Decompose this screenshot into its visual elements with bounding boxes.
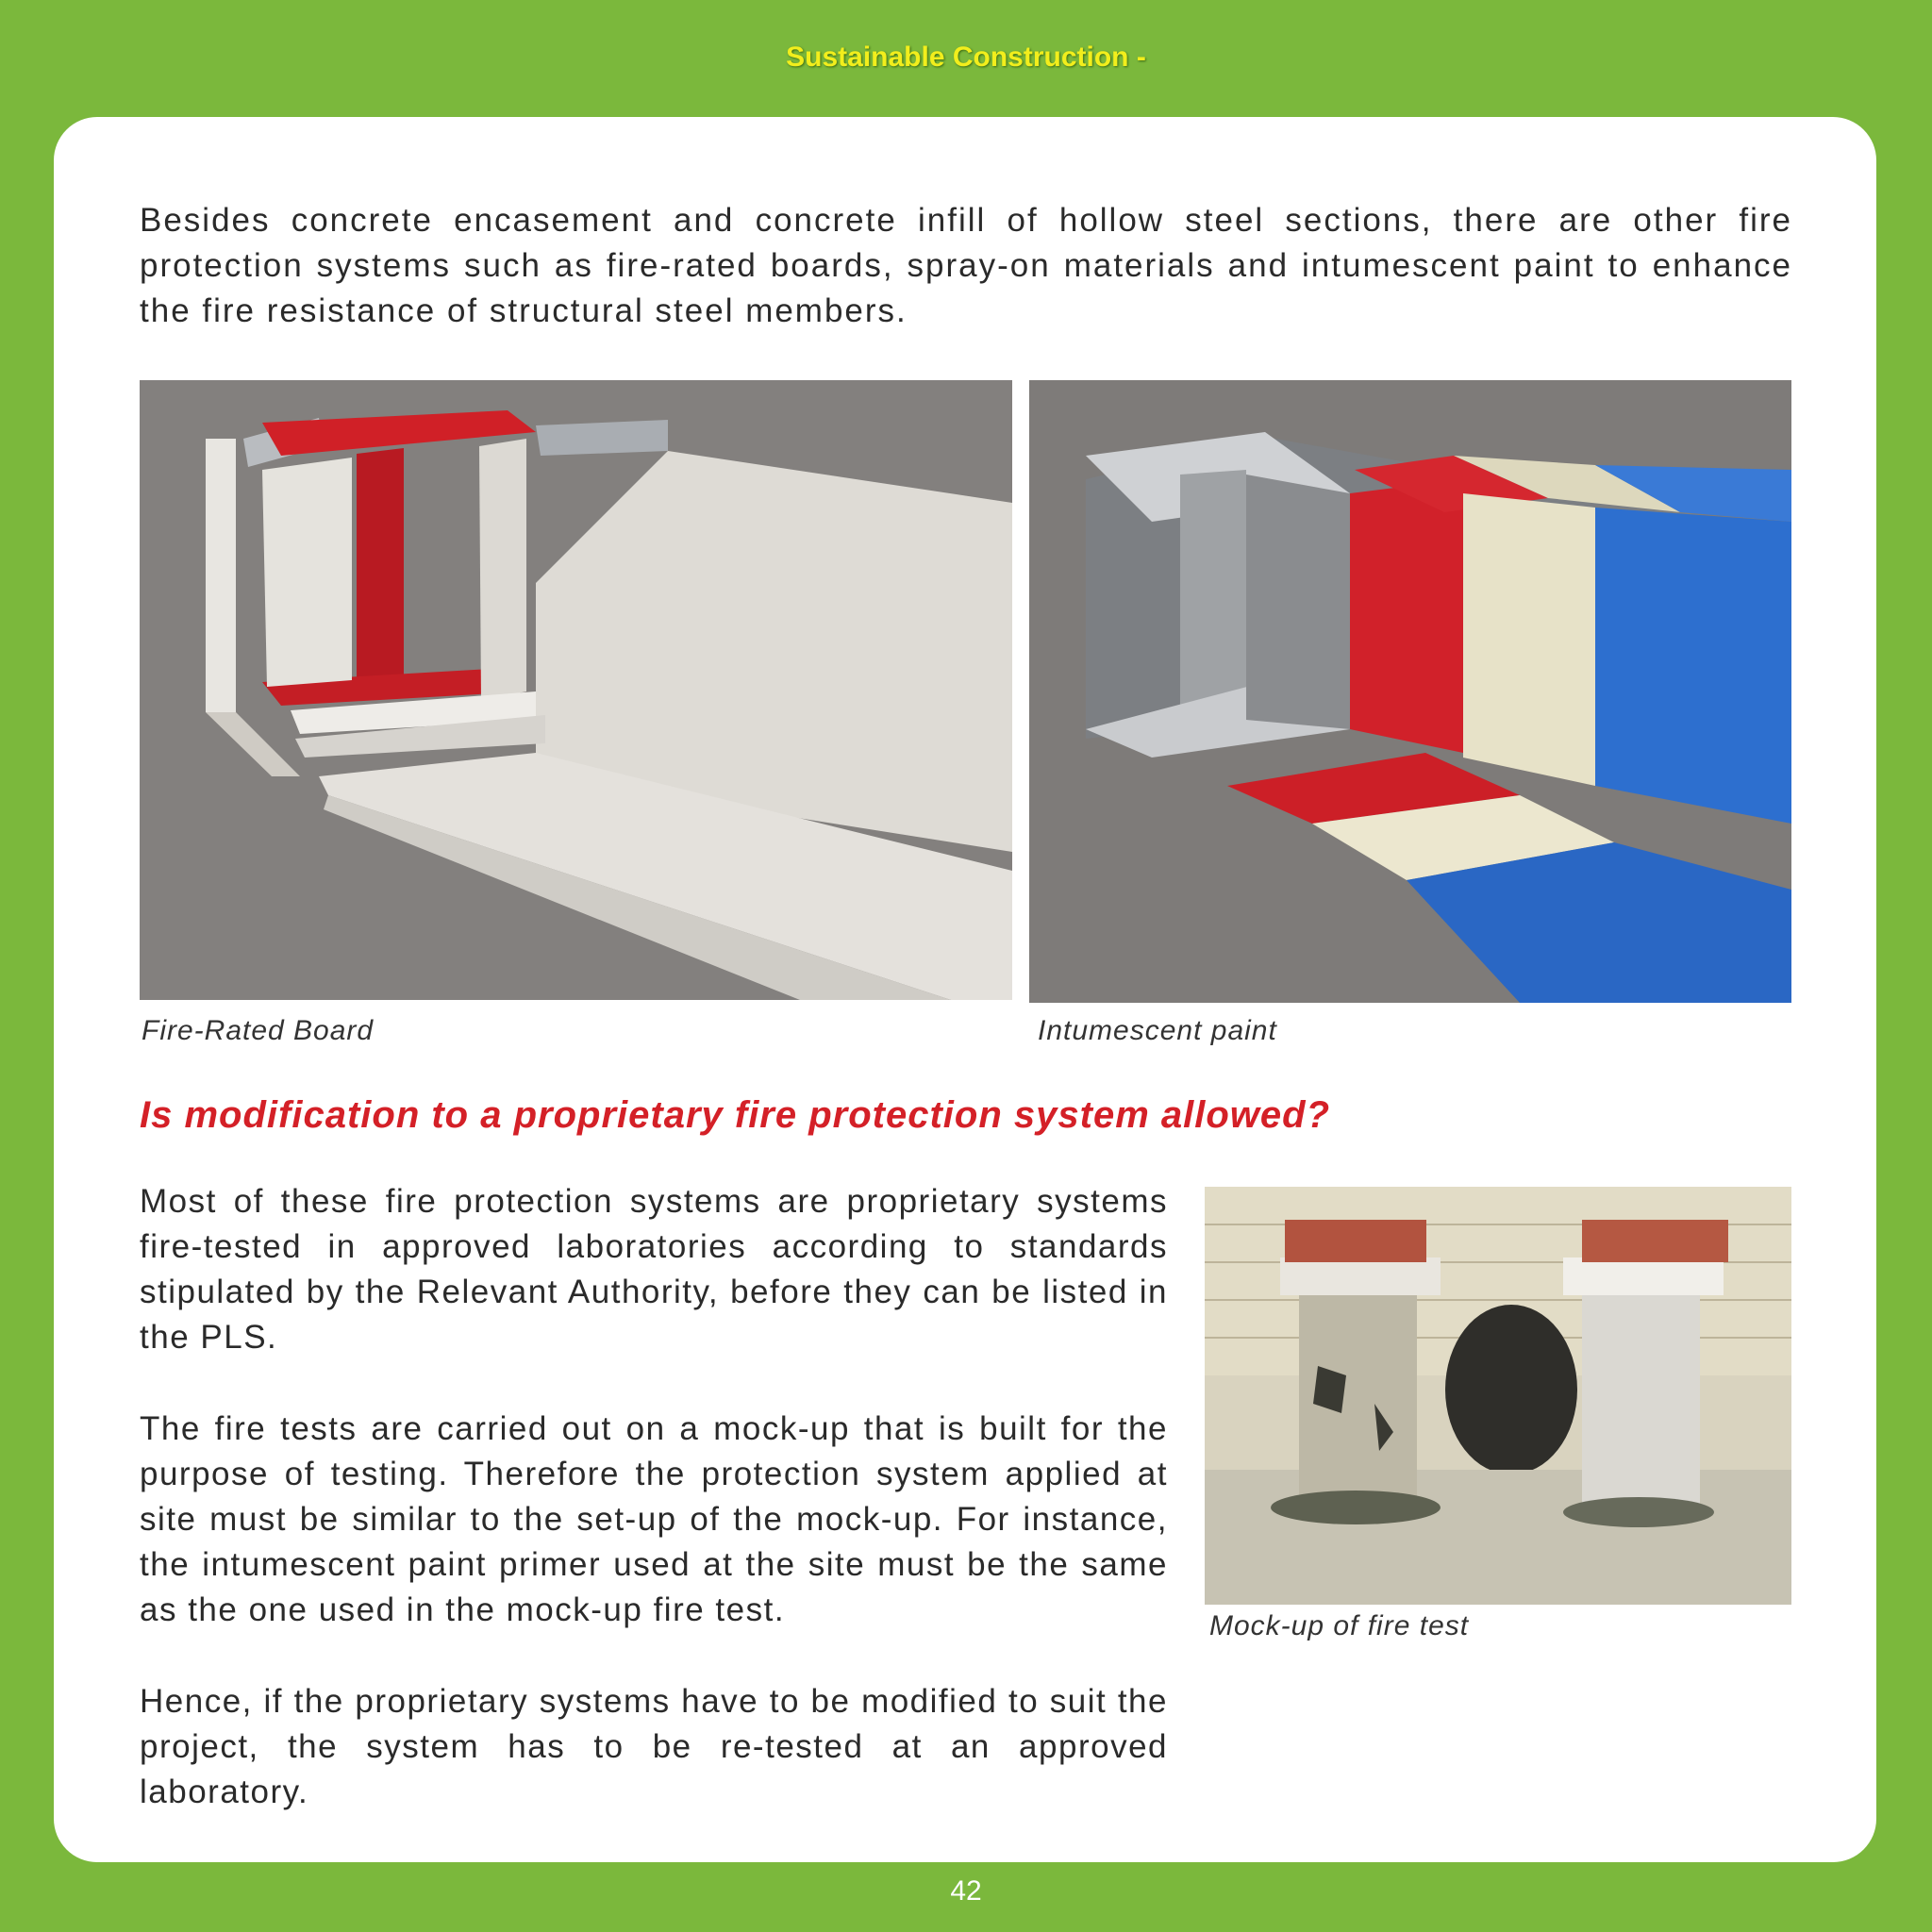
intro-paragraph: Besides concrete encasement and concrete infill of hollow steel sections, there are other fire protection systems such as fire-rated boards, spray-on materials and intumescent paint to enhance the fire resistance of structural steel members.: [140, 202, 1792, 329]
intumescent-paint-image: [1029, 380, 1791, 1003]
page-number: 42: [950, 1875, 982, 1907]
caption-intumescent-paint: Intumescent paint: [1038, 1015, 1277, 1046]
fire-test-mockup-image: [1205, 1187, 1791, 1605]
body-paragraph-2: The fire tests are carried out on a mock-up that is built for the purpose of testing. Therefore the protection system applied at site must be similar to the set-up of the mock-up. For instance, the intumescent paint primer used at the site must be the same as the one used in the mock-up fire test.: [140, 1410, 1168, 1628]
body-paragraph-1: Most of these fire protection systems are proprietary systems fire-tested in approved laboratories according to standards stipulated by the Relevant Authority, before they can be listed in the PLS.: [140, 1183, 1168, 1356]
caption-fire-rated-board: Fire-Rated Board: [142, 1015, 375, 1046]
section-heading: Is modification to a proprietary fire protection system allowed?: [140, 1094, 1331, 1136]
body-paragraph-3: Hence, if the proprietary systems have to be modified to suit the project, the system has to be re-tested at an approved laboratory.: [140, 1683, 1168, 1810]
header-title: Sustainable Construction -: [786, 42, 1146, 73]
caption-fire-test-mockup: Mock-up of fire test: [1209, 1610, 1470, 1641]
fire-rated-board-image: [140, 380, 1012, 1000]
